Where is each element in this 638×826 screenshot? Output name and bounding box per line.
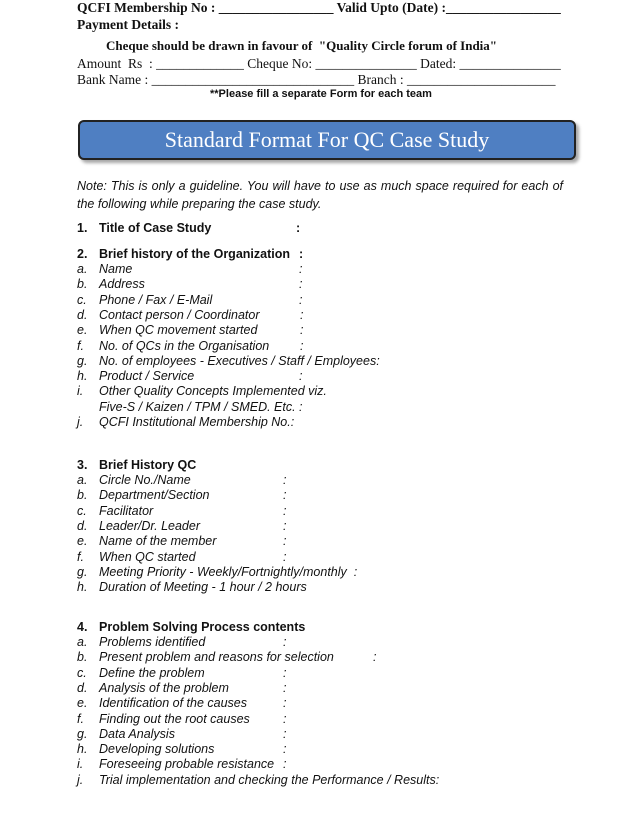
list-item-letter: f. [77, 338, 84, 353]
list-item-letter: a. [77, 262, 88, 276]
list-item-colon: : [299, 277, 303, 292]
list-item-text: Circle No./Name [99, 473, 191, 487]
list-item-text: Duration of Meeting - 1 hour / 2 hours [99, 580, 307, 595]
list-item-letter: f. [77, 549, 84, 564]
list-item-letter: b. [77, 650, 88, 665]
list-item-text: Trial implementation and checking the Performance / Results: [99, 772, 440, 787]
list-item-colon: : [283, 473, 287, 487]
list-item-text: No. of QCs in the Organisation [99, 338, 270, 353]
list-item-letter: h. [77, 580, 88, 595]
section-title: Brief History QC [99, 458, 197, 472]
list-item-text: Contact person / Coordinator [99, 307, 260, 322]
section-colon: : [296, 221, 301, 235]
list-item-colon: : [283, 711, 287, 726]
list-item-letter: g. [77, 353, 88, 368]
list-item-letter: b. [77, 488, 88, 503]
list-item-letter: b. [77, 277, 88, 292]
list-item-text: Data Analysis [99, 726, 175, 741]
section-title: Brief history of the Organization [99, 247, 290, 261]
list-item-letter: i. [77, 384, 84, 399]
list-item-text: Leader/Dr. Leader [99, 518, 200, 533]
list-item-colon: : [300, 323, 304, 338]
list-item-colon: : [283, 635, 287, 649]
list-item-colon: : [283, 518, 287, 533]
list-item-text: Analysis of the problem [99, 680, 229, 695]
section-number: 2. [77, 247, 88, 261]
list-item-text: Product / Service [99, 369, 195, 384]
list-item-colon: : [300, 307, 304, 322]
list-item-letter: e. [77, 696, 88, 711]
section-number: 4. [77, 620, 88, 634]
list-item-colon: : [299, 369, 303, 384]
list-item-letter: e. [77, 534, 88, 549]
list-item-colon: : [283, 726, 287, 741]
list-item-colon: : [283, 757, 287, 772]
list-item-letter: a. [77, 473, 88, 487]
list-item-letter: j. [77, 772, 84, 787]
list-item-colon: : [283, 680, 287, 695]
list-item-text: Address [99, 277, 145, 292]
list-item-colon: : [299, 292, 303, 307]
list-item-text: When QC movement started [99, 323, 258, 338]
list-item-text: Developing solutions [99, 742, 215, 757]
cheque-instruction: Cheque should be drawn in favour of "Quality Circle forum of India" [106, 38, 497, 53]
list-item-letter: g. [77, 726, 88, 741]
list-item-letter: g. [77, 564, 88, 579]
list-item-letter: d. [77, 680, 88, 695]
list-item-text: QCFI Institutional Membership No.: [99, 415, 295, 429]
page-title-banner [78, 120, 576, 160]
page-title: Standard Format For QC Case Study [164, 127, 490, 152]
list-item-colon: : [283, 488, 287, 503]
separate-form-note: **Please fill a separate Form for each team [210, 88, 432, 100]
section-number: 3. [77, 458, 88, 472]
list-item-text: Department/Section [99, 488, 210, 503]
section-title: Problem Solving Process contents [99, 620, 306, 634]
list-item-text: No. of employees - Executives / Staff / Employees: [99, 353, 380, 368]
list-item-text: Foreseeing probable resistance [99, 757, 275, 772]
list-item-colon: : [300, 338, 304, 353]
list-item-text: Facilitator [99, 503, 154, 518]
list-item-text: Phone / Fax / E-Mail [99, 292, 213, 307]
list-item-text: Name of the member [99, 534, 217, 549]
list-item-text: Other Quality Concepts Implemented viz. [99, 384, 327, 399]
list-item-colon: : [283, 696, 287, 711]
list-item-letter: i. [77, 757, 84, 772]
list-item-letter: a. [77, 635, 88, 649]
list-item-letter: j. [77, 415, 84, 429]
list-item-colon: : [283, 742, 287, 757]
section-title: Title of Case Study [99, 221, 212, 235]
list-item-text: Present problem and reasons for selection [99, 650, 334, 665]
list-item-text: Name [99, 262, 133, 276]
list-item-colon: : [373, 650, 377, 665]
list-item-text: Define the problem [99, 665, 205, 680]
amount-line: Amount Rs : _____________ Cheque No: _______________ Dated: _______________ [77, 56, 561, 71]
list-item-letter: c. [77, 292, 87, 307]
list-item-letter: h. [77, 742, 88, 757]
list-item-letter: h. [77, 369, 88, 384]
bank-line: Bank Name : ______________________________ Branch : ______________________ [77, 72, 556, 87]
guideline-note: Note: This is only a guideline. You will have to use as much space required for each of the following while preparing the case study. [77, 179, 563, 211]
list-item-colon: : [283, 534, 287, 549]
list-item-letter: c. [77, 665, 87, 680]
section-colon: : [299, 247, 304, 261]
list-item-letter: d. [77, 518, 88, 533]
list-item-text: Identification of the causes [99, 696, 248, 711]
list-item-text: Five-S / Kaizen / TPM / SMED. Etc. : [99, 399, 303, 414]
list-item-text: Finding out the root causes [99, 711, 250, 726]
section-number: 1. [77, 221, 88, 235]
payment-details-label: Payment Details : [77, 17, 179, 32]
list-item-letter: d. [77, 307, 88, 322]
list-item-text: When QC started [99, 549, 196, 564]
membership-line: QCFI Membership No : _________________ Valid Upto (Date) :_________________ [77, 0, 561, 15]
list-item-text: Meeting Priority - Weekly/Fortnightly/monthly : [99, 564, 358, 579]
list-item-text: Problems identified [99, 635, 206, 649]
list-item-letter: c. [77, 503, 87, 518]
list-item-letter: e. [77, 323, 88, 338]
list-item-colon: : [283, 665, 287, 680]
list-item-colon: : [283, 503, 287, 518]
list-item-letter: f. [77, 711, 84, 726]
list-item-colon: : [283, 549, 287, 564]
list-item-colon: : [299, 262, 303, 276]
